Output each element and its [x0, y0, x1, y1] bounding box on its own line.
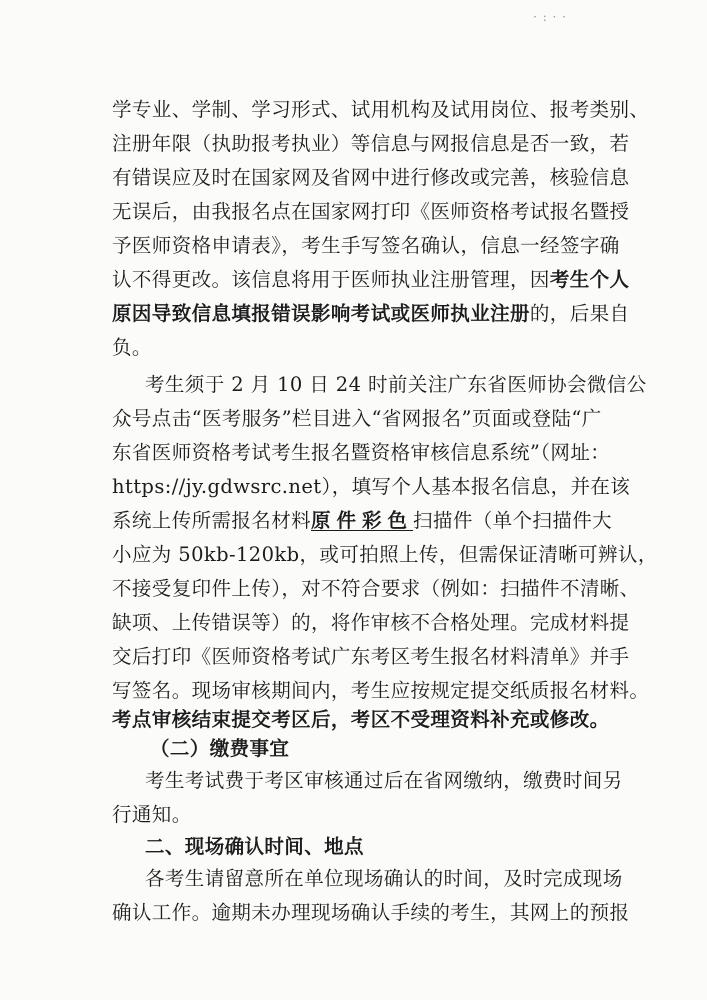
text-line: 无误后，由我报名点在国家网打印《医师资格考试报名暨授 [112, 200, 630, 223]
text-line: 各考生请留意所在单位现场确认的时间，及时完成现场 [145, 867, 623, 890]
text-line: 缺项、上传错误等）的，将作审核不合格处理。完成材料提 [112, 611, 630, 634]
text-line: 东省医师资格考试考生报名暨资格审核信息系统”（网址： [112, 441, 611, 464]
bold-text: 原因导致信息填报错误影响考试或医师执业注册 [112, 302, 530, 325]
text-line: 注册年限（执助报考执业）等信息与网报信息是否一致，若 [112, 132, 630, 155]
bold-text: 考生个人 [549, 268, 630, 291]
bold-text-line: 考点审核结束提交考区后，考区不受理资料补充或修改。 [112, 708, 610, 731]
text-run: 扫描件（单个扫描件大 [413, 509, 613, 532]
text-line: 负。 [112, 336, 152, 359]
text-run: 系统上传所需报名材料 [112, 509, 312, 532]
text-line: 不接受复印件上传），对不符合要求（例如：扫描件不清晰、 [112, 577, 640, 600]
section-subheading: （二）缴费事宜 [150, 737, 290, 760]
text-line [112, 265, 630, 295]
text-line [112, 506, 613, 536]
text-line: 考生须于 2 月 10 日 24 时前关注广东省医师协会微信公 [145, 373, 647, 396]
underlined-bold-text: 原件彩色 [311, 509, 414, 532]
text-run: 认不得更改。该信息将用于医师执业注册管理，因 [112, 268, 550, 291]
text-line: 学专业、学制、学习形式、试用机构及试用岗位、报考类别、 [112, 98, 650, 121]
text-run: 的，后果自 [529, 302, 630, 325]
text-line: 小应为 50kb-120kb，或可拍照上传，但需保证清晰可辨认， [112, 543, 658, 566]
text-line: 考生考试费于考区审核通过后在省网缴纳，缴费时间另 [145, 769, 623, 792]
text-line: 众号点击“医考服务”栏目进入“省网报名”页面或登陆“广 [112, 407, 602, 430]
section-heading: 二、现场确认时间、地点 [145, 835, 364, 858]
corner-mark: · : · · [533, 10, 567, 24]
text-line: 有错误应及时在国家网及省网中进行修改或完善，核验信息 [112, 166, 630, 189]
text-line: 确认工作。逾期未办理现场确认手续的考生，其网上的预报 [112, 901, 630, 924]
text-line: 予医师资格申请表》，考生手写签名确认，信息一经签字确 [112, 234, 620, 257]
text-line: 写签名。现场审核期间内，考生应按规定提交纸质报名材料。 [112, 679, 650, 702]
text-line [112, 299, 630, 329]
text-line: https://jy.gdwsrc.net），填写个人基本报名信息，并在该 [112, 475, 631, 498]
text-line: 行通知。 [112, 803, 192, 826]
text-line: 交后打印《医师资格考试广东考区考生报名材料清单》并手 [112, 645, 630, 668]
